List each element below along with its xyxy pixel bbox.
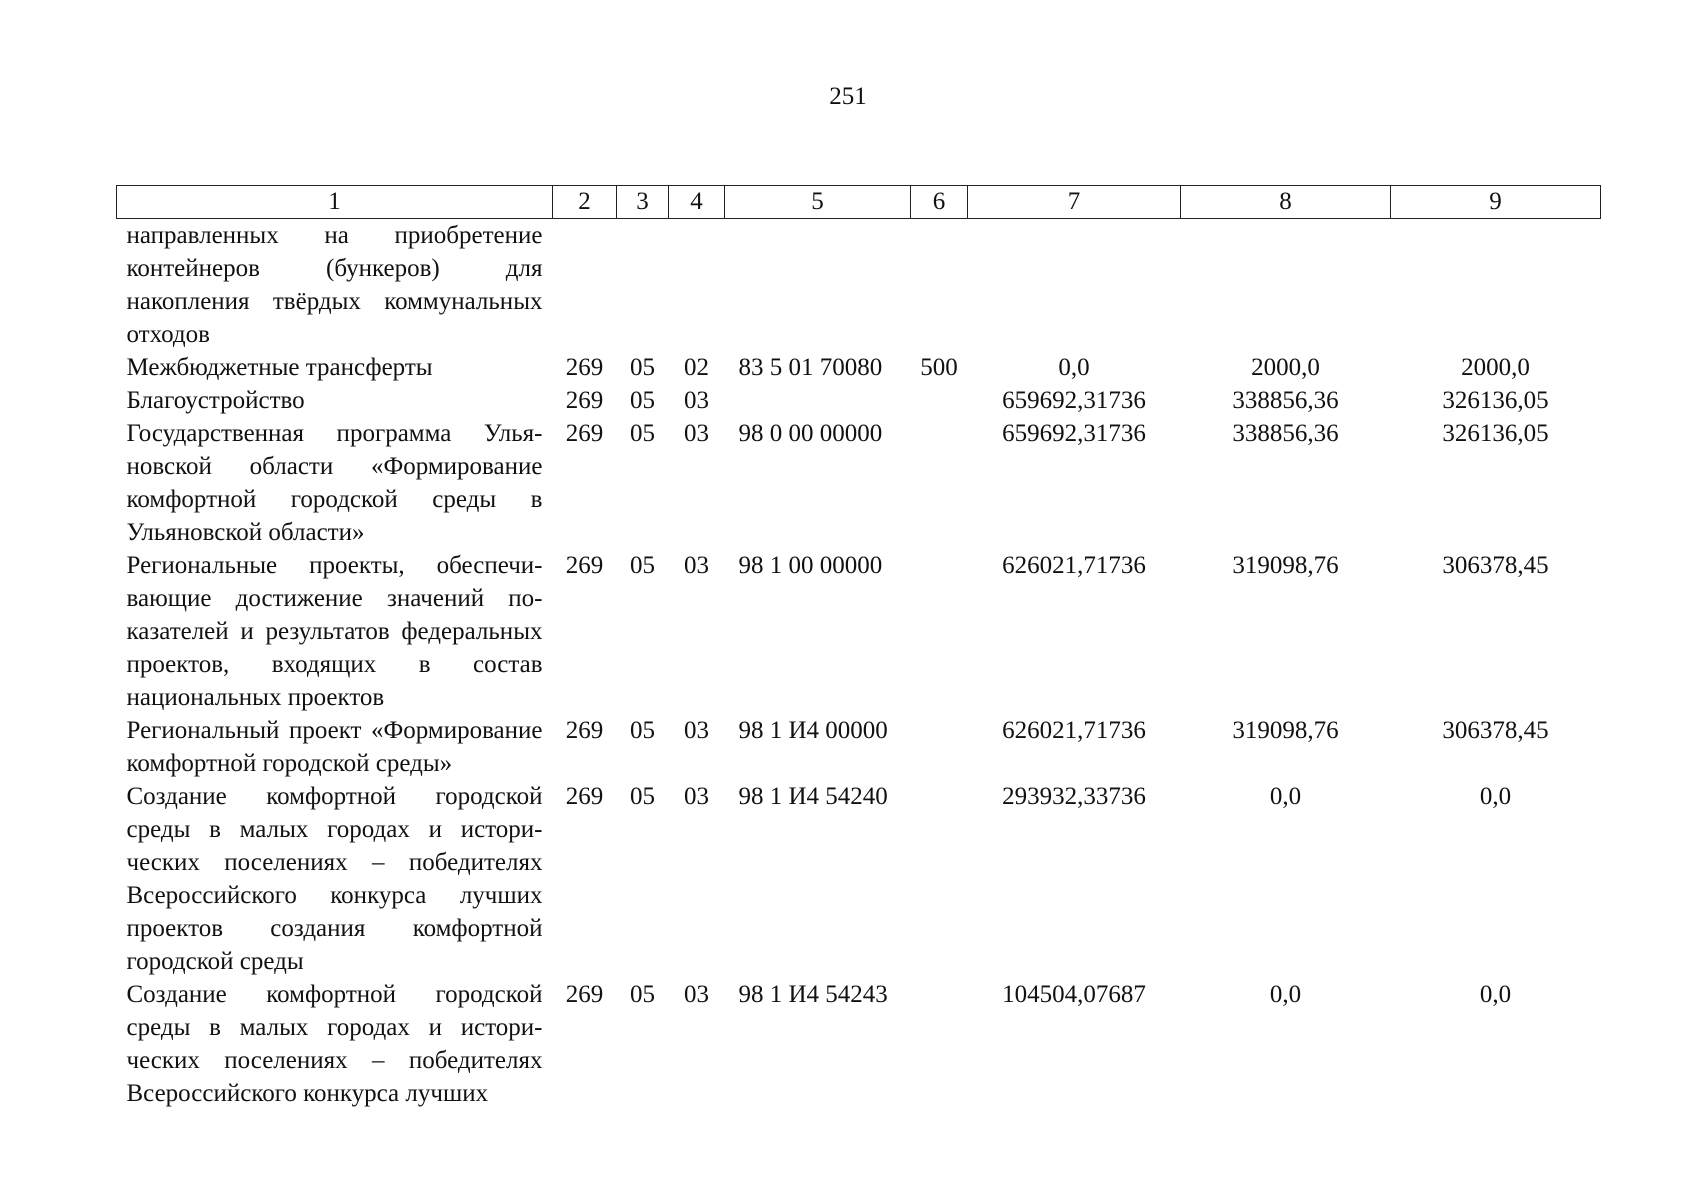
table-header xyxy=(117,186,1601,219)
section-code: 05 xyxy=(630,717,655,744)
column-header-8: 8 xyxy=(1181,186,1391,219)
subsection-code: 03 xyxy=(684,981,709,1008)
subsection-code: 03 xyxy=(684,420,709,447)
amount-column-9: 326136,05 xyxy=(1442,387,1549,414)
ministry-code: 269 xyxy=(565,420,604,447)
amount-column-9: 0,0 xyxy=(1479,783,1512,810)
amount-column-9: 2000,0 xyxy=(1461,354,1530,381)
target-article-code: 98 1 И4 54243 xyxy=(738,981,888,1008)
expense-type-code xyxy=(911,417,968,549)
subsection-code: 03 xyxy=(684,717,709,744)
expense-type-code xyxy=(911,549,968,714)
amount-column-8: 2000,0 xyxy=(1251,354,1320,381)
target-article-code: 98 0 00 00000 xyxy=(738,420,883,447)
target-article-code xyxy=(725,219,911,352)
column-header-1: 1 xyxy=(117,186,553,219)
amount-column-7: 0,0 xyxy=(1058,354,1090,381)
subsection-code: 03 xyxy=(684,783,709,810)
expense-type-code xyxy=(911,384,968,417)
subsection-code xyxy=(669,219,725,352)
row-name: Межбюджетные трансферты xyxy=(126,354,433,381)
target-article-code: 98 1 И4 00000 xyxy=(738,717,888,744)
target-article-code: 83 5 01 70080 xyxy=(738,354,883,381)
header-row xyxy=(117,186,1601,219)
section-code: 05 xyxy=(630,783,655,810)
section-code: 05 xyxy=(630,387,655,414)
row-name: Региональный проект «Формирование комфортной городской среды» xyxy=(126,717,543,777)
ministry-code: 269 xyxy=(565,717,604,744)
amount-column-8: 0,0 xyxy=(1269,783,1302,810)
amount-column-9: 326136,05 xyxy=(1442,420,1549,447)
column-header-9: 9 xyxy=(1391,186,1601,219)
column-header-7: 7 xyxy=(968,186,1181,219)
amount-column-8: 338856,36 xyxy=(1232,420,1339,447)
amount-column-7 xyxy=(968,219,1181,352)
section-code xyxy=(617,219,669,352)
row-name: Создание комфортной городской среды в малых городах и исторических поселениях – победителях Всероссийского конкурса лучших проектов создания комфортной городской среды xyxy=(126,783,543,975)
section-code: 05 xyxy=(630,981,655,1008)
expense-type-code: 500 xyxy=(920,354,958,381)
amount-column-8: 338856,36 xyxy=(1232,387,1339,414)
section-code: 05 xyxy=(630,552,655,579)
ministry-code: 269 xyxy=(565,552,604,579)
ministry-code: 269 xyxy=(565,387,604,414)
amount-column-8: 319098,76 xyxy=(1232,552,1339,579)
subsection-code: 03 xyxy=(684,552,709,579)
table-row xyxy=(117,978,1601,1110)
target-article-code: 98 1 И4 54240 xyxy=(738,783,888,810)
table-body xyxy=(117,219,1601,1111)
row-name: направленных на приобретение контейнеров (бункеров) для накопления твёрдых коммунальных отходов xyxy=(126,222,543,348)
table-row xyxy=(117,351,1601,384)
column-header-4: 4 xyxy=(669,186,725,219)
target-article-code xyxy=(725,384,911,417)
amount-column-9: 306378,45 xyxy=(1442,717,1549,744)
amount-column-9: 0,0 xyxy=(1479,981,1512,1008)
amount-column-7: 104504,07687 xyxy=(1002,981,1146,1008)
section-code: 05 xyxy=(630,420,655,447)
section-code: 05 xyxy=(630,354,655,381)
amount-column-7: 626021,71736 xyxy=(1002,717,1146,744)
ministry-code: 269 xyxy=(565,354,604,381)
amount-column-7: 626021,71736 xyxy=(1002,552,1146,579)
row-name: Государственная программа Ульяновской области «Формирование комфортной городской среды в Ульяновской области» xyxy=(126,420,543,546)
column-header-6: 6 xyxy=(911,186,968,219)
budget-table xyxy=(116,185,1601,1110)
amount-column-8 xyxy=(1181,219,1391,352)
subsection-code: 03 xyxy=(684,387,709,414)
row-name: Благоустройство xyxy=(126,387,305,414)
column-header-5: 5 xyxy=(725,186,911,219)
column-header-2: 2 xyxy=(553,186,617,219)
table-row xyxy=(117,384,1601,417)
amount-column-7: 293932,33736 xyxy=(1002,783,1146,810)
column-header-3: 3 xyxy=(617,186,669,219)
table-row xyxy=(117,780,1601,978)
subsection-code: 02 xyxy=(684,354,709,381)
table-row xyxy=(117,417,1601,549)
page-number: 251 xyxy=(829,83,867,110)
expense-type-code xyxy=(911,780,968,978)
expense-type-code xyxy=(911,978,968,1110)
ministry-code xyxy=(553,219,617,352)
row-name: Региональные проекты, обеспечивающие достижение значений показателей и результатов федеральных проектов, входящих в состав национальных проектов xyxy=(126,552,543,711)
table-row xyxy=(117,219,1601,352)
table-row xyxy=(117,549,1601,714)
amount-column-9 xyxy=(1391,219,1601,352)
amount-column-7: 659692,31736 xyxy=(1002,387,1146,414)
amount-column-8: 0,0 xyxy=(1269,981,1302,1008)
table-row xyxy=(117,714,1601,780)
expense-type-code xyxy=(911,219,968,352)
expense-type-code xyxy=(911,714,968,780)
amount-column-8: 319098,76 xyxy=(1232,717,1339,744)
ministry-code: 269 xyxy=(565,783,604,810)
amount-column-7: 659692,31736 xyxy=(1002,420,1146,447)
ministry-code: 269 xyxy=(565,981,604,1008)
amount-column-9: 306378,45 xyxy=(1442,552,1549,579)
row-name: Создание комфортной городской среды в малых городах и исторических поселениях – победителях Всероссийского конкурса лучших xyxy=(126,981,543,1107)
target-article-code: 98 1 00 00000 xyxy=(738,552,883,579)
